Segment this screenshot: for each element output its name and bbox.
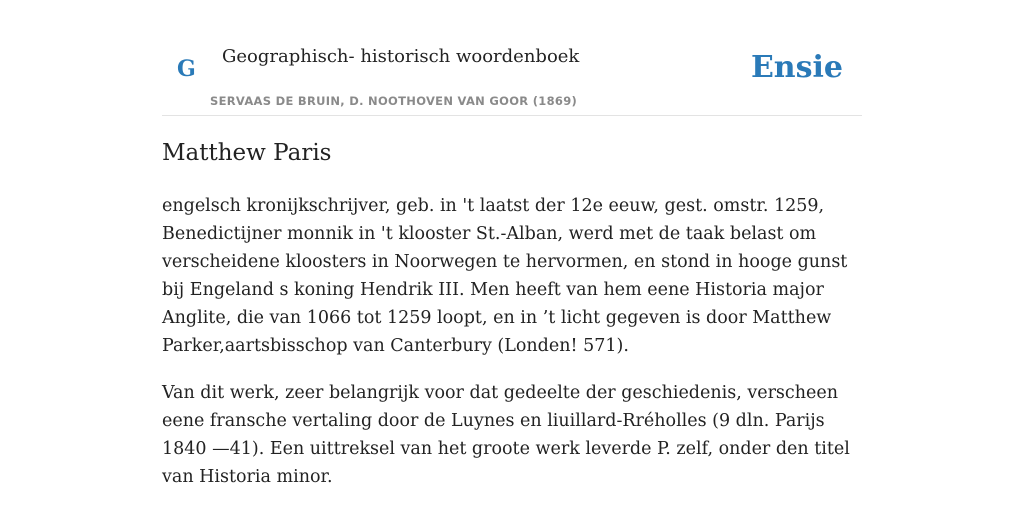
page — [162, 0, 862, 487]
entry-title: Matthew Paris — [162, 140, 332, 166]
entry-content — [162, 192, 862, 510]
book-header — [162, 0, 862, 116]
entry-paragraph: Van dit werk, zeer belangrijk voor dat gedeelte der geschiedenis, verscheen eene fransche vertaling door de Luynes en liuillard-Rréholles (9 dln. Parijs 1840 —41). Een uittreksel van het groote werk leverde P. zelf, onder den titel van Historia minor. — [162, 383, 850, 487]
book-authors: SERVAAS DE BRUIN, D. NOOTHOVEN VAN GOOR (1869) — [210, 94, 578, 108]
entry-paragraph: engelsch kronijkschrijver, geb. in 't laatst der 12e eeuw, gest. omstr. 1259, Benedictijner monnik in 't klooster St.-Alban, werd met de taak belast om verscheidene kloosters in Noorwegen te hervormen, en stond in hooge gunst bij Engeland s koning Hendrik III. Men heeft van hem eene Historia major Anglite, die van 1066 tot 1259 loopt, en in ’t licht gegeven is door Matthew Parker,aartsbisschop van Canterbury (Londen! 571). — [162, 196, 848, 356]
book-title[interactable]: Geographisch- historisch woordenboek — [222, 46, 580, 67]
book-logo-link[interactable]: G — [177, 56, 196, 82]
brand-logo[interactable]: Ensie — [750, 50, 843, 85]
